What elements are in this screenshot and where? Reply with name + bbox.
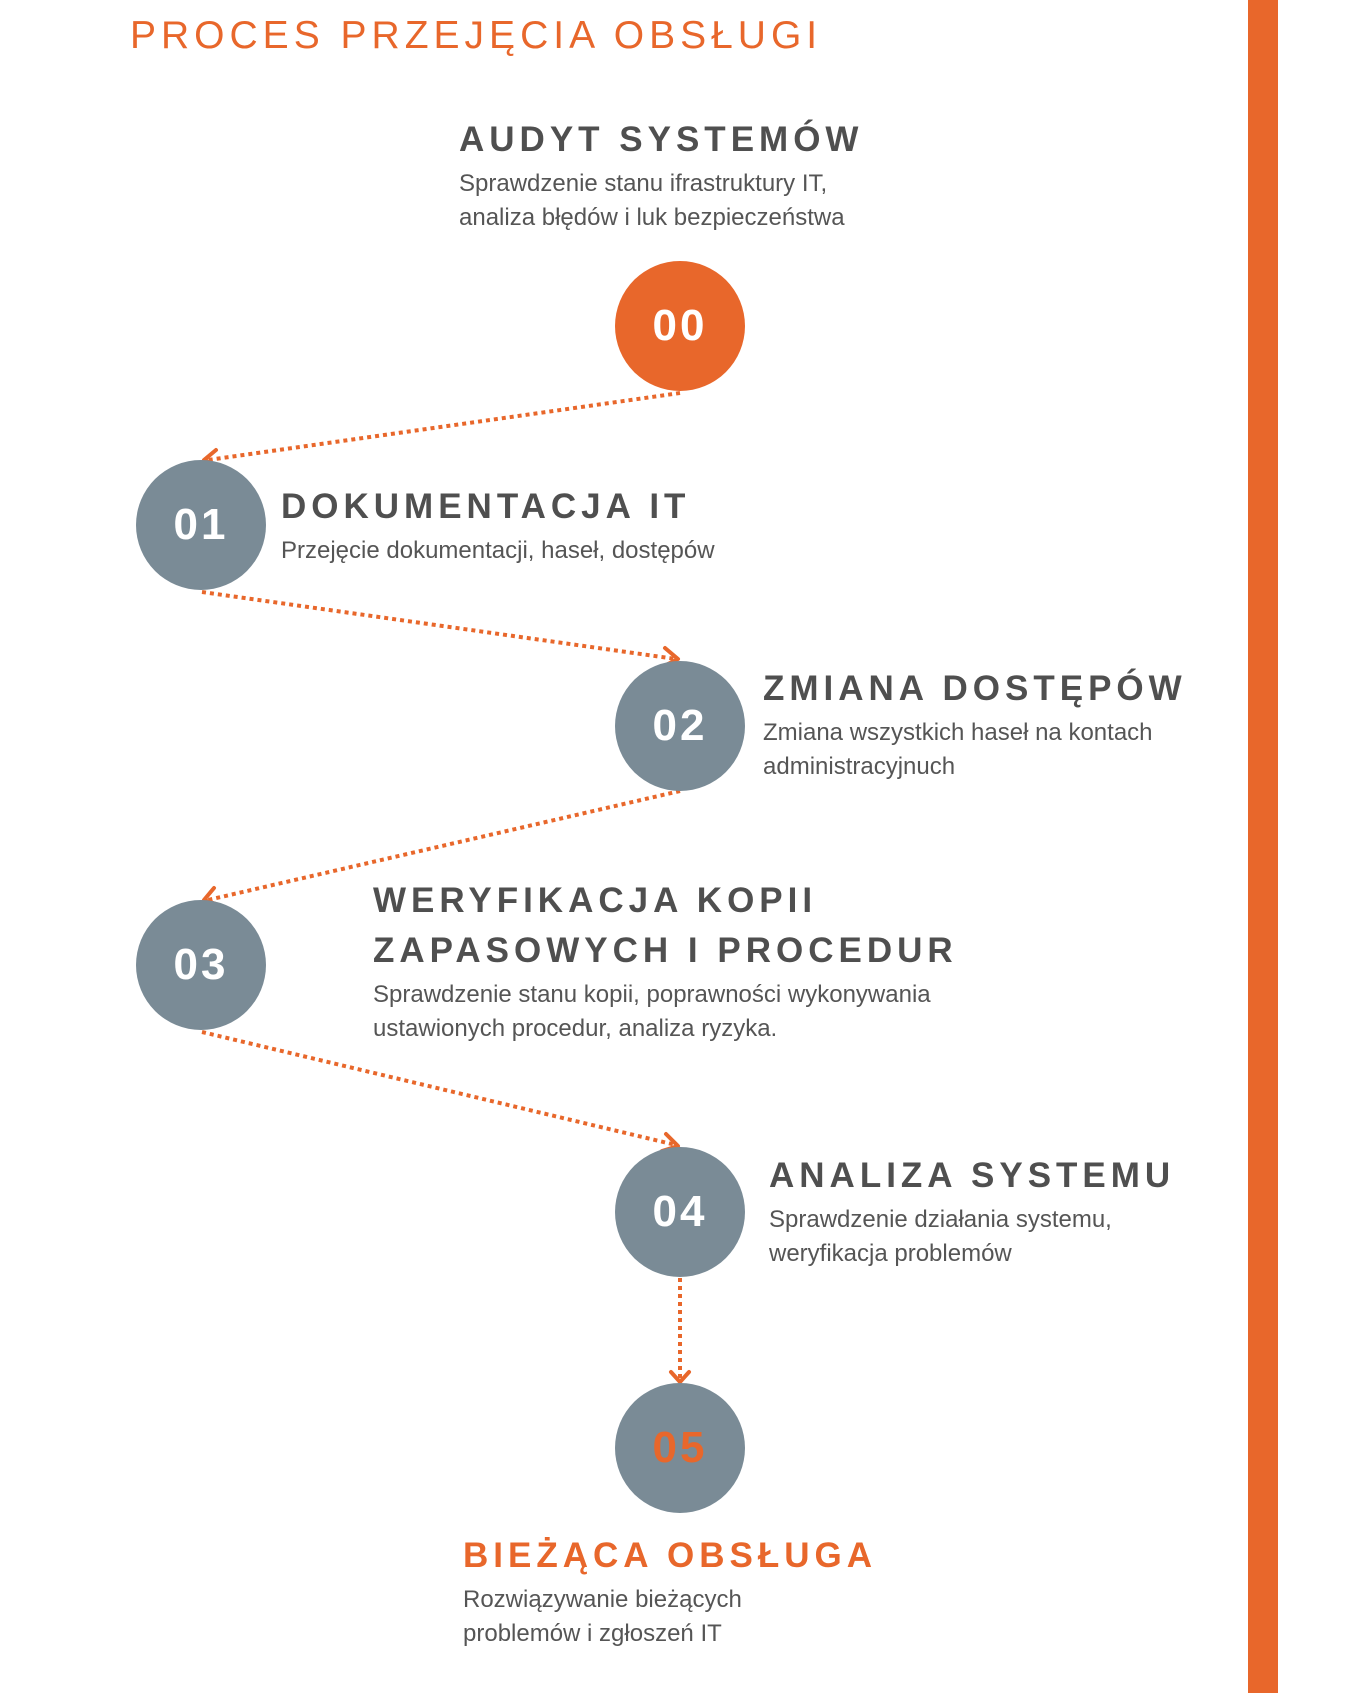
step-03-circle: 03 (136, 900, 266, 1030)
step-00-text (459, 115, 863, 235)
step-05-text (463, 1531, 877, 1651)
step-01-circle: 01 (136, 460, 266, 590)
connector-00-01 (208, 393, 680, 460)
step-02-circle: 02 (615, 661, 745, 791)
step-03-text (373, 876, 958, 1046)
step-02-text (763, 664, 1187, 784)
step-description: Sprawdzenie działania systemu, weryfikacja problemów (769, 1206, 1112, 1267)
step-title: WERYFIKACJA KOPII ZAPASOWYCH I PROCEDUR (373, 881, 958, 970)
step-title: BIEŻĄCA OBSŁUGA (463, 1536, 877, 1575)
step-04-circle: 04 (615, 1147, 745, 1277)
step-04-text (769, 1151, 1175, 1271)
step-00-circle: 00 (615, 261, 745, 391)
step-title: ANALIZA SYSTEMU (769, 1156, 1176, 1195)
step-title: AUDYT SYSTEMÓW (459, 120, 864, 159)
step-description: Sprawdzenie stanu ifrastruktury IT, analiza błędów i luk bezpieczeństwa (459, 170, 845, 231)
step-description: Rozwiązywanie bieżących problemów i zgłoszeń IT (463, 1586, 742, 1647)
connector-03-04 (202, 1032, 676, 1145)
step-title: DOKUMENTACJA IT (281, 487, 691, 526)
step-description: Zmiana wszystkich haseł na kontach administracyjnuch (763, 719, 1153, 780)
step-description: Przejęcie dokumentacji, haseł, dostępów (281, 537, 715, 564)
connector-01-02 (202, 592, 676, 659)
step-05-circle: 05 (615, 1383, 745, 1513)
step-title: ZMIANA DOSTĘPÓW (763, 669, 1187, 708)
step-01-text (281, 482, 715, 568)
page-title: PROCES PRZEJĘCIA OBSŁUGI (130, 14, 823, 57)
step-description: Sprawdzenie stanu kopii, poprawności wykonywania ustawionych procedur, analiza ryzyka. (373, 981, 931, 1042)
